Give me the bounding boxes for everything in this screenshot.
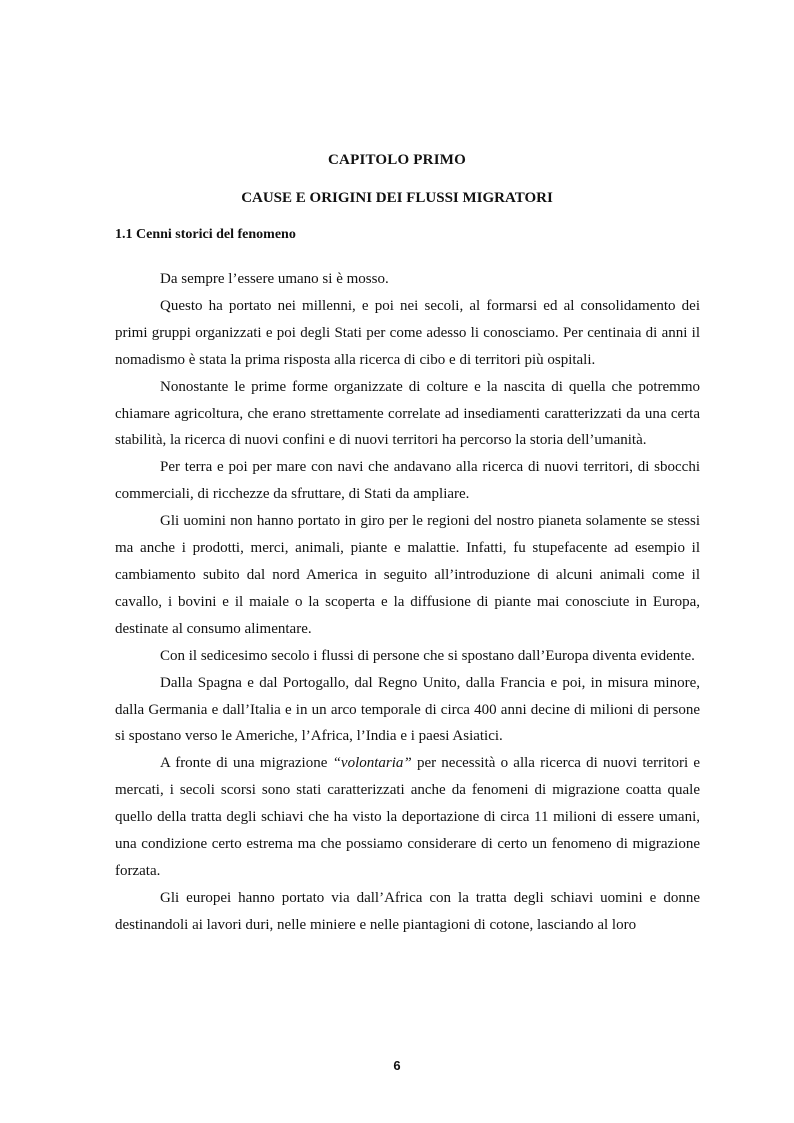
chapter-subtitle: CAUSE E ORIGINI DEI FLUSSI MIGRATORI	[241, 190, 553, 206]
paragraph: Questo ha portato nei millenni, e poi nei secoli, al formarsi ed al consolidamento dei primi gruppi organizzati e poi degli Stati per come adesso li conosciamo. Per centinaia di anni il nomadismo è stata la prima risposta alla ricerca di cibo e di territori più ospitali.	[115, 297, 700, 368]
paragraph-text: A fronte di una migrazione	[160, 755, 333, 772]
paragraph-text: per necessità o alla ricerca di nuovi territori e mercati, i secoli scorsi sono stati caratterizzati anche da fenomeni di migrazione coatta quale quello della tratta degli schiavi che ha visto la deportazione di circa 11 milioni di essere umani, una condizione certo estrema ma che possiamo considerare di certo un fenomeno di migrazione forzata.	[115, 755, 700, 879]
chapter-title: CAPITOLO PRIMO	[328, 152, 466, 168]
section-heading: 1.1 Cenni storici del fenomeno	[115, 227, 296, 242]
paragraph: Per terra e poi per mare con navi che andavano alla ricerca di nuovi territori, di sbocchi commerciali, di ricchezze da sfruttare, di Stati da ampliare.	[115, 459, 700, 503]
page-number: 6	[393, 1058, 401, 1073]
paragraph: Dalla Spagna e dal Portogallo, dal Regno Unito, dalla Francia e poi, in misura minore, dalla Germania e dall’Italia e in un arco temporale di circa 400 anni decine di milioni di persone si spostano verso le Americhe, l’Africa, l’India e i paesi Asiatici.	[115, 674, 700, 745]
paragraph-migration	[115, 750, 700, 885]
body-text	[115, 266, 700, 939]
paragraph: Nonostante le prime forme organizzate di colture e la nascita di quella che potremmo chiamare agricoltura, che erano strettamente correlate ad insediamenti caratterizzati da una certa stabilità, la ricerca di nuovi confini e di nuovi territori ha percorso la storia dell’umanità.	[115, 378, 700, 449]
paragraph: Gli europei hanno portato via dall’Africa con la tratta degli schiavi uomini e donne destinandoli ai lavori duri, nelle miniere e nelle piantagioni di cotone, lasciando al loro	[115, 889, 700, 933]
italic-quote: “volontaria”	[332, 755, 412, 772]
paragraph: Da sempre l’essere umano si è mosso.	[160, 271, 389, 287]
paragraph: Gli uomini non hanno portato in giro per le regioni del nostro pianeta solamente se stessi ma anche i prodotti, merci, animali, piante e malattie. Infatti, fu stupefacente ad esempio il cambiamento subito dal nord America in seguito all’introduzione di alcuni animali come il cavallo, i bovini e il maiale o la scoperta e la diffusione di piante mai conosciute in Europa, destinate al consumo alimentare.	[115, 513, 700, 637]
paragraph: Con il sedicesimo secolo i flussi di persone che si spostano dall’Europa diventa evidente.	[160, 647, 695, 664]
